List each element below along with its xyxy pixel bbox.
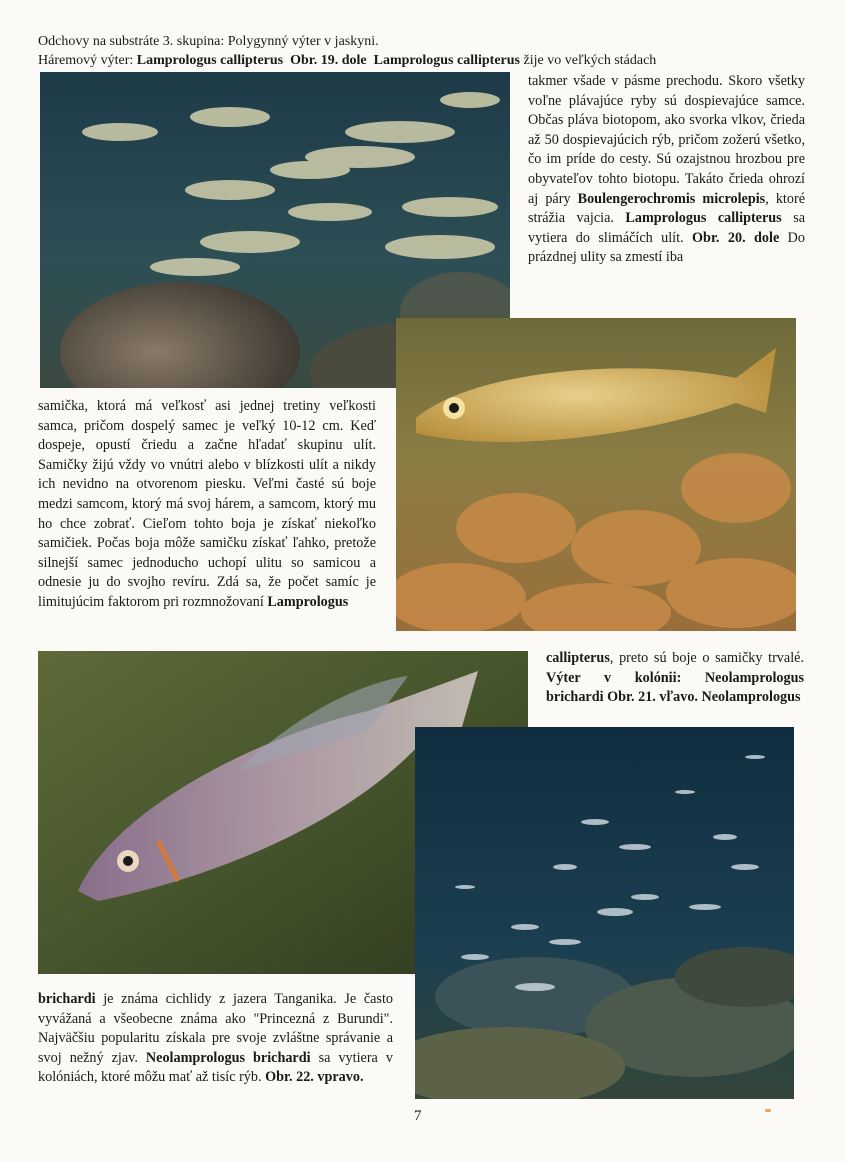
species-name: Lamprologus [267,593,349,610]
species-name: brichardi [38,991,96,1007]
paragraph-text: sa vytiera v kolóniách, ktoré môžu mať až tisíc rýb. [38,1049,393,1086]
figure-ref: Obr. 22. vpravo. [265,1069,364,1086]
header-label: Háremový výter: [38,53,137,68]
page-number: 7 [414,1108,422,1124]
text-column-3 [546,649,804,708]
paragraph-text: je známa cichlidy z jazera Tanganika. Je často vyvážaná a všeobecne známa ako "Princezná z Burundi". Najväčšiu popularitu získala pre svoje zvláštne správanie a svoj nežný zjav. [38,991,393,1066]
species-name: Lamprologus callipterus [136,53,284,68]
paragraph-text: sa vytiera do slimáčích ulít. [528,210,806,246]
print-mark [765,1109,771,1112]
header-line-1 [38,34,379,50]
photo-brichardi-colony [415,727,794,1099]
paragraph-text: , ktoré strážia vajcia. [528,190,805,227]
paragraph-text: samička, ktorá má veľkosť asi jednej tretiny veľkosti samca, pričom dospelý samec je veľký 10-12 cm. Keď dospeje, opustí čriedu a začne hľadať skupinu ulít. Samičky žijú vždy vo vnútri alebo v blízkosti ulít a nikdy ich nevidno na otvorenom piesku. Veľmi časté sú boje medzi samcom, ktorý má svoj hárem, a samcom, ktorý mu ho chce zobrať. Cieľom tohto boja je získať niekoľko samičiek. Počas boja môže samičku získať ľahko, pretože silnejší samec jednoducho uchopí ulitu so samicou a odnesie ju do svojho revíru. Zdá sa, že počet samíc je limitujúcim faktorom pri rozmnožovaní [38,398,376,610]
species-name: Výter v kolónii: Neolamprologus brichardi Obr. 21. vľavo. Neolamprologus [546,669,804,706]
text-column-4 [38,990,393,1088]
paragraph-text: takmer všade v pásme prechodu. Skoro všetky voľne plávajúce ryby sú dospievajúce samce. Občas pláva biotopom, ako svorka vlkov, črieda až 50 dospievajúcich rýb, pričom zožerú všetko, čo im príde do cesty. Sú ozajstnou hrozbou pre obyvateľov tohto biotopu. Takáto črieda ohrozí aj páry [528,73,805,207]
text-column-2 [38,397,376,613]
figure-ref: Obr. 20. dole [692,229,780,246]
paragraph-text: Do prázdnej ulity sa zmestí iba [528,229,805,266]
species-name: Neolamprologus brichardi [145,1049,311,1066]
figure-ref: Obr. 19. dole [290,53,367,68]
species-name: Lamprologus callipterus [625,210,782,227]
section-heading: Odchovy na substráte 3. skupina: Polygynný výter v jaskyni. [38,34,379,49]
text-column-1 [528,72,805,268]
paragraph-text: , preto sú boje o samičky trvalé. [609,650,804,666]
species-name: Lamprologus callipterus [373,53,520,68]
species-name: callipterus [546,650,610,666]
photo-fish-shells [396,318,796,631]
species-name: Boulengerochromis microlepis [577,190,766,207]
header-text: žije vo veľkých stádach [520,53,657,68]
header-line-2 [38,53,656,69]
